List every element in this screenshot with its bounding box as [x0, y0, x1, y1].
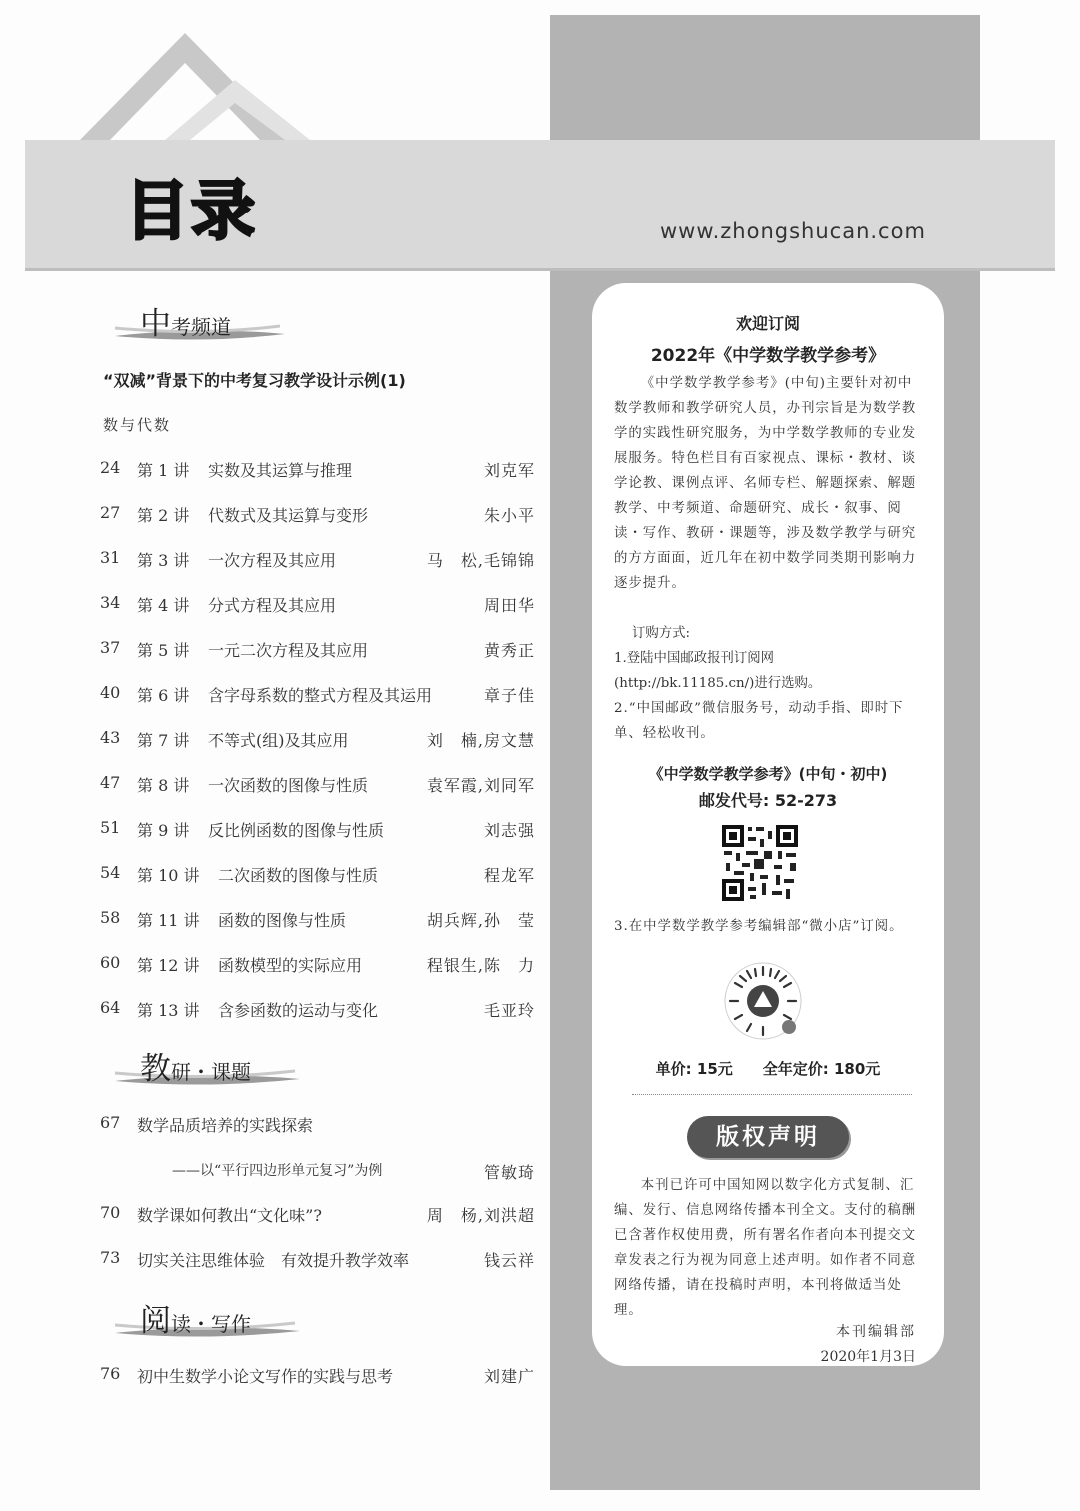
toc-page-number: 73	[100, 1248, 121, 1267]
toc-lecture-number: 第 2 讲	[137, 506, 190, 525]
toc-row[interactable]	[100, 1248, 535, 1274]
toc-article-title: 含参函数的运动与变化	[218, 1001, 379, 1020]
toc-article-title: 数学课如何教出“文化味”?	[137, 1206, 322, 1225]
toc-author: 袁军霞,刘同军	[426, 776, 535, 795]
section-yuedu-big: 阅	[140, 1303, 171, 1339]
toc-author: 章子佳	[483, 686, 535, 705]
sign-date: 2020年1月3日	[820, 1349, 916, 1365]
section-zhongkao-big: 中	[140, 306, 171, 342]
toc-page-number: 43	[100, 728, 121, 747]
toc-page-number: 31	[100, 548, 121, 567]
toc-row[interactable]	[100, 863, 535, 889]
toc-author: 程银生,陈 力	[426, 956, 535, 975]
copyright-title-badge: 版权声明	[687, 1116, 849, 1158]
order-method-1a: 1.登陆中国邮政报刊订阅网	[614, 651, 775, 666]
section-jiaoyan-big: 教	[140, 1051, 171, 1087]
zhongkao-subtitle: “双减”背景下的中考复习教学设计示例(1)	[103, 371, 406, 390]
toc-row[interactable]	[100, 638, 535, 664]
section-zhongkao-header	[110, 298, 310, 346]
toc-row[interactable]	[100, 458, 535, 484]
section-yuedu-rest: 读・写作	[171, 1312, 251, 1336]
toc-lecture-number: 第 10 讲	[137, 866, 200, 885]
order-method-2: 2.“中国邮政”微信服务号，动动手指、即时下单、轻松收刊。	[614, 701, 904, 741]
card-year-title: 2022年《中学数学教学参考》	[650, 346, 886, 366]
toc-page-number: 60	[100, 953, 121, 972]
toc-author: 刘克军	[483, 461, 535, 480]
mini-program-code-icon[interactable]	[723, 961, 803, 1041]
toc-page-number: 64	[100, 998, 121, 1017]
toc-page-number: 58	[100, 908, 121, 927]
toc-row[interactable]	[100, 548, 535, 574]
toc-page-number: 70	[100, 1203, 121, 1222]
toc-article-title: 代数式及其运算与变形	[208, 506, 369, 525]
toc-article-title: 二次函数的图像与性质	[218, 866, 379, 885]
toc-row[interactable]	[100, 773, 535, 799]
toc-page-number: 47	[100, 773, 121, 792]
toc-row[interactable]	[100, 593, 535, 619]
toc-lecture-number: 第 12 讲	[137, 956, 200, 975]
toc-row[interactable]	[100, 683, 535, 709]
section-jiaoyan-title	[140, 1043, 251, 1088]
toc-article-title: 函数模型的实际应用	[218, 956, 363, 975]
toc-lecture-number: 第 1 讲	[137, 461, 190, 480]
order-method-label: 订购方式:	[632, 626, 691, 641]
toc-author: 黄秀正	[483, 641, 535, 660]
toc-author: 周田华	[483, 596, 535, 615]
order-method-3: 3.在中学数学教学参考编辑部“微小店”订阅。	[614, 919, 904, 934]
toc-page-number: 76	[100, 1364, 121, 1383]
toc-author: 周 杨,刘洪超	[426, 1206, 535, 1225]
toc-author: 毛亚玲	[483, 1001, 535, 1020]
toc-article-title: 不等式(组)及其应用	[208, 731, 349, 750]
toc-author: 刘 楠,房文慧	[426, 731, 535, 750]
toc-row[interactable]	[100, 1364, 535, 1390]
toc-article-title: 切实关注思维体验 有效提升教学效率	[137, 1251, 410, 1270]
toc-page-number: 40	[100, 683, 121, 702]
toc-lecture-number: 第 9 讲	[137, 821, 190, 840]
toc-row[interactable]	[100, 818, 535, 844]
toc-article-title: 实数及其运算与推理	[208, 461, 353, 480]
toc-author: 胡兵辉,孙 莹	[426, 911, 535, 930]
toc-author: 钱云祥	[483, 1251, 535, 1270]
toc-article-title: 一元二次方程及其应用	[208, 641, 369, 660]
toc-row[interactable]	[100, 908, 535, 934]
toc-row[interactable]	[100, 503, 535, 529]
toc-page-number: 34	[100, 593, 121, 612]
toc-lecture-number: 第 5 讲	[137, 641, 190, 660]
toc-row[interactable]	[100, 1160, 535, 1186]
signer: 本刊编辑部	[836, 1324, 916, 1340]
website-url[interactable]: www.zhongshucan.com	[660, 219, 926, 243]
toc-lecture-number: 第 6 讲	[137, 686, 190, 705]
section-jiaoyan-header	[110, 1043, 330, 1091]
subscription-card	[592, 283, 944, 1366]
section-zhongkao-title	[140, 298, 231, 343]
toc-lecture-number: 第 11 讲	[137, 911, 200, 930]
qr-code-icon[interactable]	[720, 823, 800, 903]
card-divider	[632, 1094, 912, 1095]
toc-author: 马 松,毛锦锦	[426, 551, 535, 570]
toc-article-title: 初中生数学小论文写作的实践与思考	[137, 1367, 394, 1386]
toc-row[interactable]	[100, 1203, 535, 1229]
toc-article-title: 含字母系数的整式方程及其运用	[208, 686, 433, 705]
toc-lecture-number: 第 4 讲	[137, 596, 190, 615]
toc-lecture-number: 第 7 讲	[137, 731, 190, 750]
toc-article-title: 分式方程及其应用	[208, 596, 337, 615]
toc-row[interactable]	[100, 1113, 535, 1139]
order-method-1b-link[interactable]: (http://bk.11185.cn/)进行选购。	[614, 676, 822, 691]
postal-code: 邮发代号: 52-273	[698, 791, 838, 810]
toc-author: 刘志强	[483, 821, 535, 840]
toc-article-title: 数学品质培养的实践探索	[137, 1116, 314, 1135]
toc-lecture-number: 第 3 讲	[137, 551, 190, 570]
page-title: 目录	[125, 175, 257, 249]
roof-decoration-graphic	[70, 25, 330, 145]
toc-author: 刘建广	[483, 1367, 535, 1386]
toc-lecture-number: 第 13 讲	[137, 1001, 200, 1020]
price-line: 单价: 15元 全年定价: 180元	[655, 1060, 881, 1078]
section-yuedu-title	[140, 1295, 251, 1340]
copyright-body: 本刊已许可中国知网以数字化方式复制、汇编、发行、信息网络传播本刊全文。支付的稿酬已含著作权使用费，所有署名作者向本刊提交文章发表之行为视为同意上述声明。如作者不同意网络传播，请在投稿时声明，本刊将做适当处理。	[614, 1178, 917, 1318]
toc-page-number: 27	[100, 503, 121, 522]
card-intro: 《中学数学教学参考》(中旬)主要针对初中数学教师和教学研究人员，办刊宗旨是为数学教学的实践性研究服务，为中学数学教师的专业发展服务。特色栏目有百家视点、课标・教材、谈学论教、课例点评、名师专栏、解题探索、解题教学、中考频道、命题研究、成长・叙事、阅读・写作、教研・课题等，涉及数学教学与研究的方方面面，近几年在初中数学同类期刊影响力逐步提升。	[614, 376, 917, 591]
journal-line: 《中学数学教学参考》(中旬・初中)	[648, 765, 888, 783]
toc-author: 管敏琦	[483, 1163, 535, 1182]
category-label: 数与代数	[103, 416, 172, 434]
toc-article-title: 函数的图像与性质	[218, 911, 347, 930]
section-yuedu-header	[110, 1295, 330, 1343]
toc-article-title: 反比例函数的图像与性质	[208, 821, 385, 840]
toc-author: 程龙军	[483, 866, 535, 885]
toc-page-number: 37	[100, 638, 121, 657]
toc-article-subtitle: ——以“平行四边形单元复习”为例	[172, 1163, 383, 1179]
toc-lecture-number: 第 8 讲	[137, 776, 190, 795]
toc-article-title: 一次方程及其应用	[208, 551, 337, 570]
toc-page-number: 54	[100, 863, 121, 882]
section-zhongkao-rest: 考频道	[171, 315, 231, 339]
toc-page-number: 51	[100, 818, 121, 837]
toc-row[interactable]	[100, 998, 535, 1024]
toc-author: 朱小平	[483, 506, 535, 525]
toc-page-number: 24	[100, 458, 121, 477]
toc-article-title: 一次函数的图像与性质	[208, 776, 369, 795]
card-welcome: 欢迎订阅	[735, 314, 800, 333]
toc-row[interactable]	[100, 953, 535, 979]
section-jiaoyan-rest: 研・课题	[171, 1060, 251, 1084]
toc-row[interactable]	[100, 728, 535, 754]
toc-page-number: 67	[100, 1113, 121, 1132]
